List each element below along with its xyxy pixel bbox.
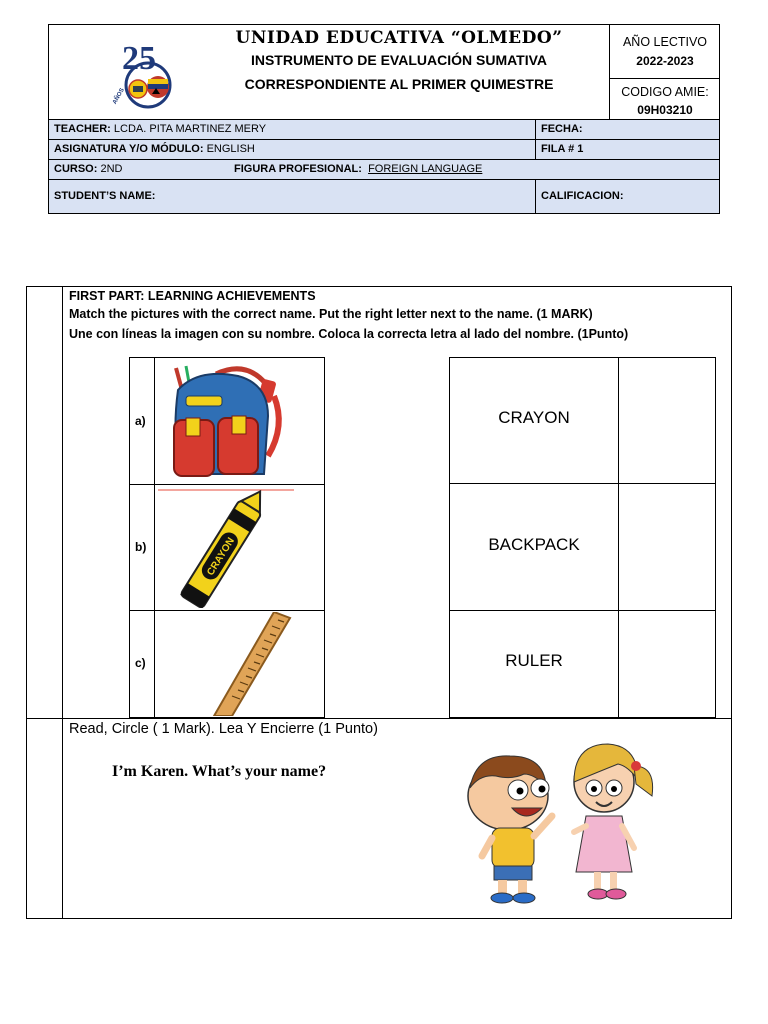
answer-box-3[interactable] [619,611,715,717]
backpack-picture [156,360,296,482]
karen-sentence: I’m Karen. What’s your name? [112,763,327,780]
period-title: CORRESPONDIENTE AL PRIMER QUIMESTRE [244,76,554,92]
letter-b: b) [135,540,147,554]
student-info-table [48,120,720,214]
student-name-label: STUDENT’S NAME: [54,190,156,202]
boy-figure [468,756,552,903]
date-label: FECHA: [541,123,583,135]
info-row-teacher [49,120,719,140]
school-logo [104,39,184,111]
course-label: CURSO: [54,163,98,175]
row-label: FILA # 1 [541,143,584,155]
kids-illustration [458,736,658,906]
letter-c: c) [135,656,146,670]
letter-a: a) [135,414,146,428]
amie-code-value: 09H03210 [637,103,693,117]
profession-cell [229,160,482,179]
subject-value: ENGLISH [206,143,255,155]
logo-text: AÑOS [112,87,126,106]
course-cell [49,160,122,179]
logo-number: 25 [122,40,156,77]
teacher-label: TEACHER: [54,123,111,135]
part1-heading: FIRST PART: LEARNING ACHIEVEMENTS [69,289,316,303]
picture-grid [129,357,325,718]
school-year-label: AÑO LECTIVO [622,35,708,49]
school-year-value: 2022-2023 [636,54,694,68]
school-name: UNIDAD EDUCATIVA “OLMEDO” [235,28,563,48]
amie-code-label: CODIGO AMIE: [621,85,709,99]
word-backpack: BACKPACK [488,535,580,554]
word-grid [449,357,716,718]
document-header [48,24,720,120]
header-divider [610,78,720,79]
info-row-student [49,180,719,213]
info-row-course [49,160,719,180]
info-row-subject [49,140,719,160]
profession-value: FOREIGN LANGUAGE [368,163,483,175]
part2-instruction: Read, Circle ( 1 Mark). Lea Y Encierre (1 Punto) [69,721,378,737]
subject-label: ASIGNATURA Y/O MÓDULO: [54,143,204,155]
ruler-picture [156,612,296,716]
grade-label: CALIFICACION: [541,190,624,202]
part1-instruction-en: Match the pictures with the correct name. Put the right letter next to the name. (1 MARK) [69,307,593,321]
girl-figure [574,744,653,899]
crayon-picture [156,488,296,608]
part1-instruction-es: Une con líneas la imagen con su nombre. Coloca la correcta letra al lado del nombre. (1Punto) [69,327,629,341]
course-value: 2ND [100,163,123,175]
answer-box-2[interactable] [619,484,715,610]
evaluation-title: INSTRUMENTO DE EVALUACIÓN SUMATIVA [250,52,548,68]
subject-cell [49,140,255,159]
word-ruler: RULER [505,651,563,670]
crayon-label: CRAYON [205,535,238,578]
teacher-value: LCDA. PITA MARTINEZ MERY [113,123,267,135]
teacher-cell [49,120,266,139]
profession-label: FIGURA PROFESIONAL: [234,163,362,175]
word-crayon: CRAYON [498,408,570,427]
answer-box-1[interactable] [619,358,715,483]
